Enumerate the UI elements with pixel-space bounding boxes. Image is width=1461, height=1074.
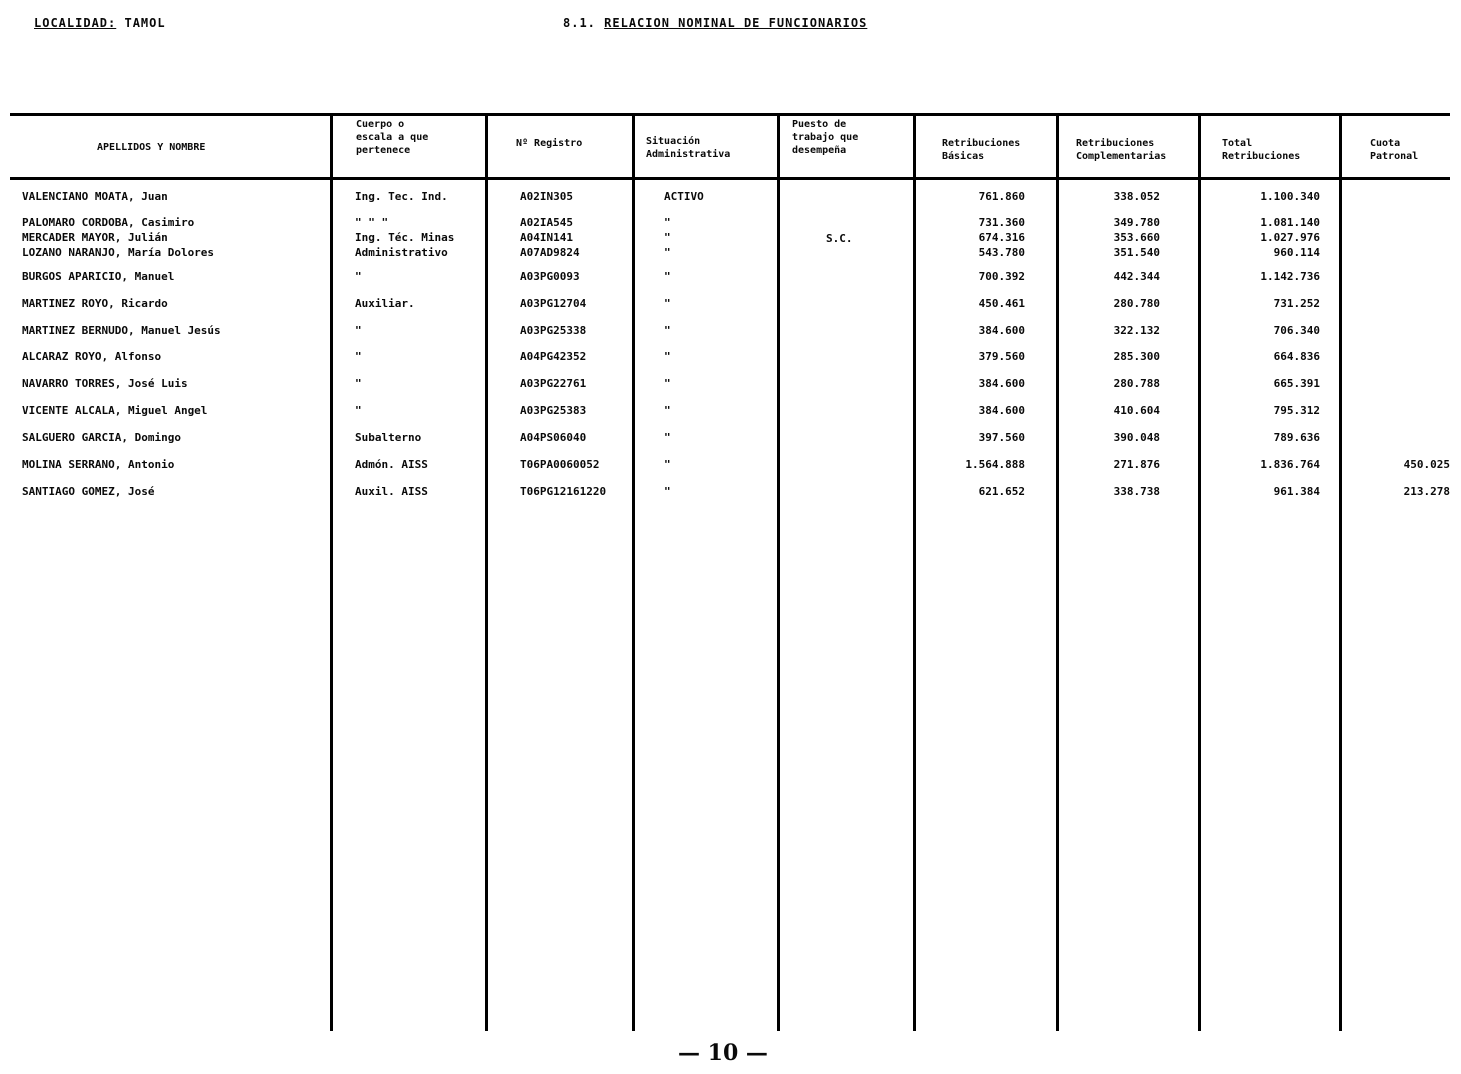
cell-total: 1.027.976 (1260, 231, 1320, 244)
col-header-total: Total Retribuciones (1222, 138, 1301, 162)
table-header-rule (10, 177, 1450, 180)
cell-name: MARTINEZ ROYO, Ricardo (22, 297, 168, 310)
cell-name: MARTINEZ BERNUDO, Manuel Jesús (22, 324, 221, 337)
cell-total: 961.384 (1273, 485, 1320, 498)
cell-name: VALENCIANO MOATA, Juan (22, 190, 168, 203)
col-header-name: APELLIDOS Y NOMBRE (97, 142, 206, 153)
cell-complementarias: 410.604 (1113, 404, 1160, 417)
cell-situacion: " (664, 297, 671, 310)
cell-basicas: 450.461 (978, 297, 1025, 310)
cell-complementarias: 442.344 (1113, 270, 1160, 283)
cell-registro: T06PG12161220 (520, 485, 607, 498)
cell-total: 665.391 (1273, 377, 1320, 390)
table-row (0, 458, 1461, 480)
cell-cuerpo: " (355, 270, 362, 283)
table-row (0, 324, 1461, 346)
cell-situacion: " (664, 458, 671, 471)
cell-registro: A04PS06040 (520, 431, 587, 444)
cell-complementarias: 338.738 (1113, 485, 1160, 498)
col-header-complementarias: Retribuciones Complementarias (1076, 138, 1167, 162)
cell-registro: A04IN141 (520, 231, 573, 244)
table-row (0, 431, 1461, 453)
page-number: — 10 — (678, 1040, 768, 1066)
cell-complementarias: 280.788 (1113, 377, 1160, 390)
cell-registro: T06PA0060052 (520, 458, 600, 471)
cell-complementarias: 280.780 (1113, 297, 1160, 310)
cell-complementarias: 322.132 (1113, 324, 1160, 337)
cell-total: 731.252 (1273, 297, 1320, 310)
cell-cuerpo: Auxiliar. (355, 297, 415, 310)
cell-basicas: 379.560 (978, 350, 1025, 363)
cell-cuerpo: " " " (355, 216, 389, 229)
cell-complementarias: 285.300 (1113, 350, 1160, 363)
cell-complementarias: 271.876 (1113, 458, 1160, 471)
cell-situacion: " (664, 270, 671, 283)
cell-basicas: 384.600 (978, 377, 1025, 390)
cell-cuerpo: Subalterno (355, 431, 422, 444)
locality-value: TAMOL (124, 16, 166, 30)
cell-basicas: 621.652 (978, 485, 1025, 498)
cell-registro: A07AD9824 (520, 246, 580, 259)
cell-name: LOZANO NARANJO, María Dolores (22, 246, 215, 259)
cell-total: 1.081.140 (1260, 216, 1320, 229)
table-row (0, 350, 1461, 372)
cell-name: BURGOS APARICIO, Manuel (22, 270, 175, 283)
cell-basicas: 761.860 (978, 190, 1025, 203)
cell-basicas: 700.392 (978, 270, 1025, 283)
locality-label (34, 16, 166, 30)
table-row (0, 270, 1461, 292)
cell-name: ALCARAZ ROYO, Alfonso (22, 350, 162, 363)
col-header-basicas: Retribuciones Básicas (942, 138, 1021, 162)
cell-cuerpo: Ing. Tec. Ind. (355, 190, 448, 203)
cell-cuota: 450.025 (1403, 458, 1450, 471)
cell-registro: A02IA545 (520, 216, 573, 229)
cell-name: PALOMARO CORDOBA, Casimiro (22, 216, 195, 229)
cell-name: MOLINA SERRANO, Antonio (22, 458, 175, 471)
locality-key: LOCALIDAD: (34, 16, 117, 30)
table-row (0, 246, 1461, 268)
cell-complementarias: 390.048 (1113, 431, 1160, 444)
table-top-rule (10, 113, 1450, 116)
cell-situacion: " (664, 231, 671, 244)
cell-complementarias: 349.780 (1113, 216, 1160, 229)
cell-name: SANTIAGO GOMEZ, José (22, 485, 155, 498)
cell-total: 795.312 (1273, 404, 1320, 417)
cell-situacion: ACTIVO (664, 190, 704, 203)
cell-complementarias: 351.540 (1113, 246, 1160, 259)
section-title: RELACION NOMINAL DE FUNCIONARIOS (604, 16, 868, 30)
col-header-registro: Nº Registro (516, 138, 583, 149)
cell-situacion: " (664, 377, 671, 390)
cell-name: MERCADER MAYOR, Julián (22, 231, 168, 244)
cell-name: NAVARRO TORRES, José Luis (22, 377, 188, 390)
cell-name: SALGUERO GARCIA, Domingo (22, 431, 181, 444)
cell-registro: A03PG25338 (520, 324, 587, 337)
cell-situacion: " (664, 431, 671, 444)
cell-total: 789.636 (1273, 431, 1320, 444)
col-header-cuota: Cuota Patronal (1370, 138, 1419, 162)
col-header-puesto: Puesto de trabajo que desempeña (792, 119, 859, 156)
cell-registro: A03PG25383 (520, 404, 587, 417)
table-row (0, 404, 1461, 426)
cell-registro: A02IN305 (520, 190, 573, 203)
cell-basicas: 397.560 (978, 431, 1025, 444)
cell-total: 664.836 (1273, 350, 1320, 363)
table-row (0, 297, 1461, 319)
cell-total: 706.340 (1273, 324, 1320, 337)
col-header-cuerpo: Cuerpo o escala a que pertenece (356, 119, 429, 156)
cell-total: 960.114 (1273, 246, 1320, 259)
cell-cuerpo: Admón. AISS (355, 458, 428, 471)
col-header-situacion: Situación Administrativa (646, 136, 731, 160)
cell-complementarias: 353.660 (1113, 231, 1160, 244)
cell-situacion: " (664, 216, 671, 229)
cell-situacion: " (664, 404, 671, 417)
cell-situacion: " (664, 485, 671, 498)
cell-total: 1.100.340 (1260, 190, 1320, 203)
cell-cuerpo: " (355, 404, 362, 417)
cell-cuerpo: Ing. Téc. Minas (355, 231, 455, 244)
cell-registro: A04PG42352 (520, 350, 587, 363)
page-title (563, 16, 867, 30)
cell-situacion: " (664, 246, 671, 259)
cell-registro: A03PG0093 (520, 270, 580, 283)
cell-registro: A03PG22761 (520, 377, 587, 390)
cell-basicas: 1.564.888 (965, 458, 1025, 471)
cell-complementarias: 338.052 (1113, 190, 1160, 203)
cell-cuerpo: " (355, 350, 362, 363)
cell-name: VICENTE ALCALA, Miguel Angel (22, 404, 208, 417)
cell-situacion: " (664, 324, 671, 337)
table-row (0, 485, 1461, 507)
cell-cuerpo: Administrativo (355, 246, 448, 259)
cell-total: 1.836.764 (1260, 458, 1320, 471)
cell-situacion: " (664, 350, 671, 363)
cell-basicas: 384.600 (978, 324, 1025, 337)
cell-registro: A03PG12704 (520, 297, 587, 310)
cell-cuerpo: " (355, 324, 362, 337)
table-row (0, 190, 1461, 212)
cell-total: 1.142.736 (1260, 270, 1320, 283)
cell-cuerpo: " (355, 377, 362, 390)
cell-basicas: 731.360 (978, 216, 1025, 229)
puesto-note: S.C. (826, 232, 853, 245)
cell-cuota: 213.278 (1403, 485, 1450, 498)
cell-basicas: 543.780 (978, 246, 1025, 259)
cell-basicas: 384.600 (978, 404, 1025, 417)
section-number: 8.1. (563, 16, 596, 30)
cell-basicas: 674.316 (978, 231, 1025, 244)
cell-cuerpo: Auxil. AISS (355, 485, 428, 498)
table-row (0, 377, 1461, 399)
